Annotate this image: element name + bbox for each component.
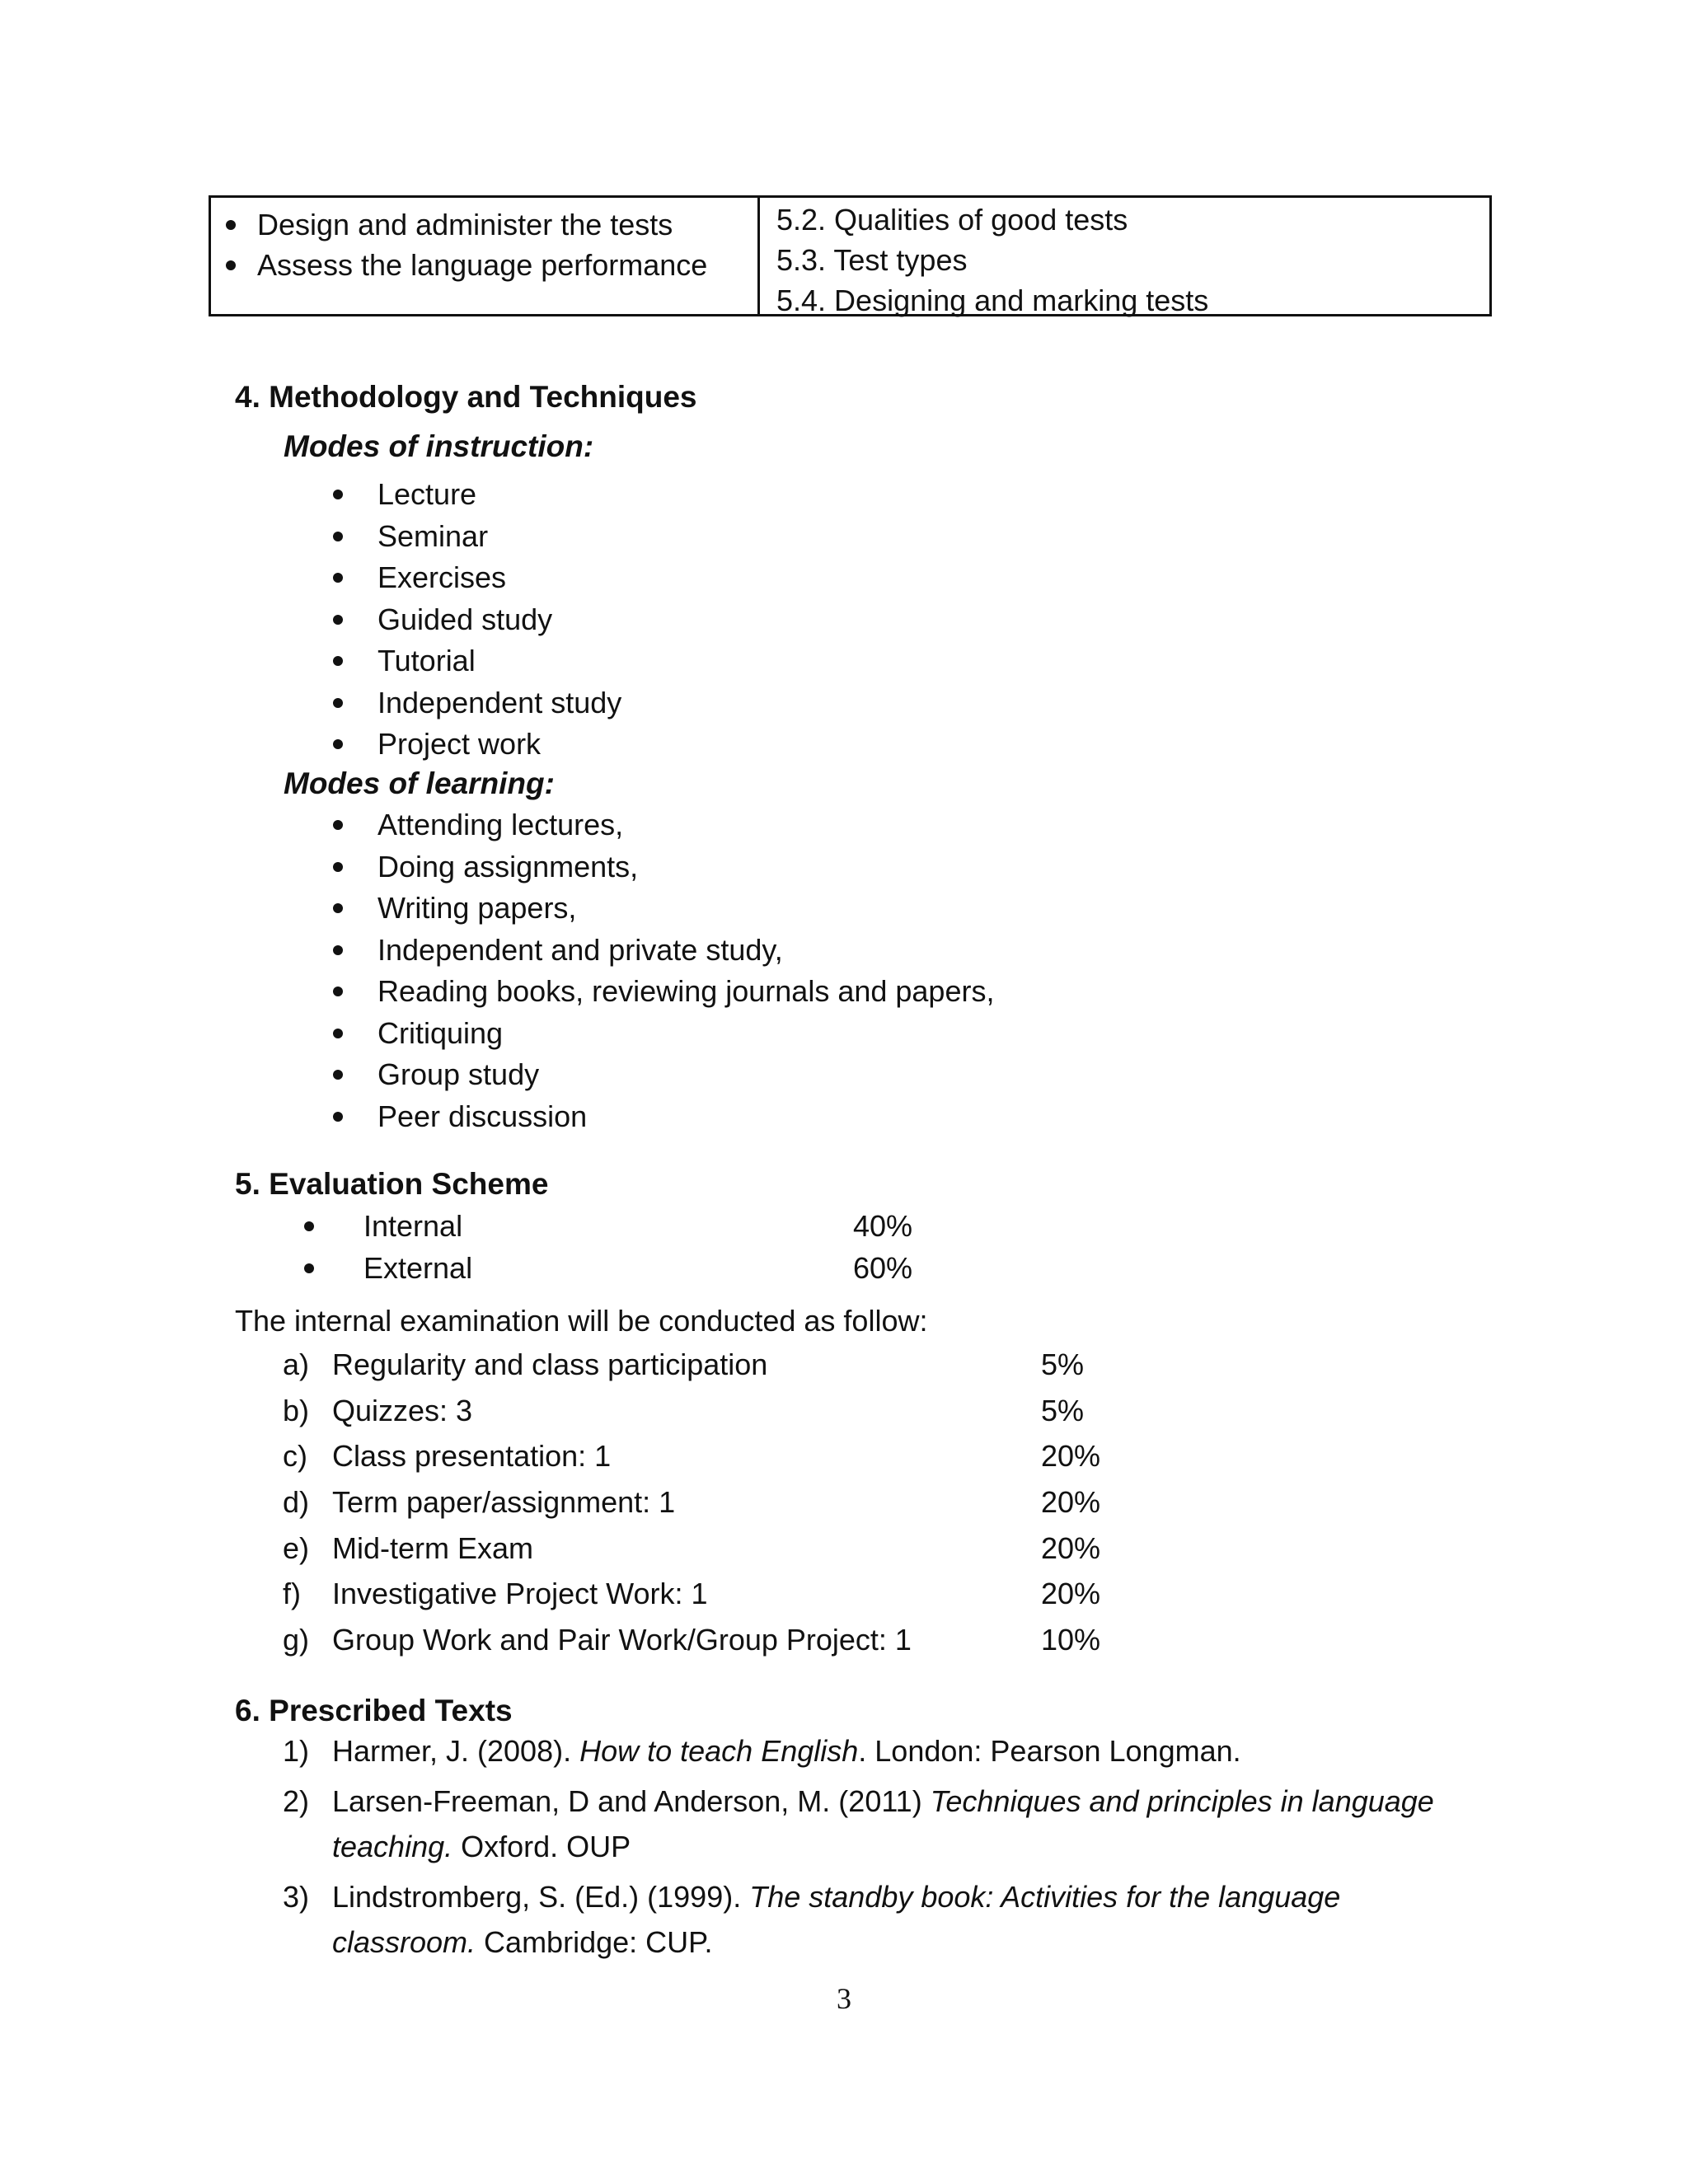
bullet-icon: [333, 1070, 343, 1080]
list-item: Tutorial: [0, 640, 621, 682]
reference-item: 2) Larsen-Freeman, D and Anderson, M. (2011) Techniques and principles in language teaching. Oxford. OUP: [283, 1784, 1434, 1863]
list-item: Peer discussion: [0, 1096, 994, 1138]
bullet-icon: [333, 532, 343, 541]
bullet-icon: [333, 1112, 343, 1122]
list-item: Critiquing: [0, 1013, 994, 1055]
list-item: Doing assignments,: [0, 846, 994, 888]
list-item: e) Mid-term Exam 20%: [283, 1530, 1101, 1565]
list-item: Exercises: [0, 557, 621, 599]
table-topic-line: 5.3. Test types: [776, 243, 968, 277]
internal-exam-intro: The internal examination will be conducted as follow:: [235, 1304, 928, 1338]
bullet-icon: [226, 260, 236, 270]
list-item: b) Quizzes: 3 5%: [283, 1393, 1085, 1427]
list-item: Independent study: [0, 682, 621, 724]
instruction-modes-list: [333, 474, 621, 766]
book-title: The standby book: Activities for the language classroom.: [332, 1880, 1341, 1959]
subheading-modes-of-instruction: Modes of instruction:: [284, 429, 594, 463]
list-item: f) Investigative Project Work: 1 20%: [283, 1577, 1101, 1611]
table-topic-line: 5.2. Qualities of good tests: [776, 203, 1128, 237]
evaluation-scheme-list: [235, 1205, 912, 1289]
list-item: g) Group Work and Pair Work/Group Project: 1 10%: [283, 1622, 1101, 1657]
list-item: Seminar: [0, 516, 621, 558]
topics-table: [209, 195, 1492, 316]
list-item: Internal 40%: [235, 1205, 912, 1247]
learning-modes-list: [333, 804, 994, 1137]
bullet-icon: [333, 615, 343, 625]
internal-exam-breakdown: [283, 1342, 1100, 1663]
reference-item: 3) Lindstromberg, S. (Ed.) (1999). The standby book: Activities for the language classroom. Cambridge: CUP.: [283, 1880, 1341, 1959]
bullet-icon: [333, 490, 343, 499]
subheading-modes-of-learning: Modes of learning:: [284, 766, 555, 800]
page-number: 3: [837, 1982, 851, 2015]
bullet-icon: [304, 1263, 314, 1273]
table-list-item: Assess the language performance: [211, 245, 757, 285]
bullet-icon: [333, 656, 343, 666]
list-item: External 60%: [235, 1247, 912, 1289]
list-item: Group study: [0, 1054, 994, 1096]
list-item: c) Class presentation: 1 20%: [283, 1439, 1101, 1474]
list-item: Guided study: [0, 599, 621, 641]
list-item: a) Regularity and class participation 5%: [283, 1347, 1085, 1381]
bullet-icon: [333, 820, 343, 830]
reference-item: 1) Harmer, J. (2008). How to teach English. London: Pearson Longman.: [283, 1734, 1241, 1768]
list-item: d) Term paper/assignment: 1 20%: [283, 1484, 1101, 1519]
table-left-cell: [211, 198, 760, 314]
prescribed-texts-list: [283, 1728, 1470, 1965]
book-title: How to teach English: [579, 1734, 859, 1768]
bullet-icon: [333, 945, 343, 955]
table-topic-line: 5.4. Designing and marking tests: [776, 284, 1209, 317]
bullet-icon: [333, 573, 343, 583]
list-item: Project work: [0, 724, 621, 766]
book-title: Techniques and principles in language teaching.: [332, 1784, 1434, 1863]
section-heading-prescribed-texts: 6. Prescribed Texts: [235, 1694, 513, 1727]
list-item: Reading books, reviewing journals and papers,: [0, 971, 994, 1013]
bullet-icon: [304, 1221, 314, 1231]
bullet-icon: [333, 1029, 343, 1038]
list-item: Writing papers,: [0, 888, 994, 930]
bullet-icon: [333, 698, 343, 708]
bullet-icon: [333, 739, 343, 749]
list-item: Lecture: [0, 474, 621, 516]
list-item: Attending lectures,: [0, 804, 994, 846]
section-heading-evaluation: 5. Evaluation Scheme: [235, 1167, 549, 1201]
section-heading-methodology: 4. Methodology and Techniques: [235, 380, 697, 414]
list-item: Independent and private study,: [0, 930, 994, 972]
table-right-cell: [760, 198, 1489, 317]
table-list-item: Design and administer the tests: [211, 204, 757, 245]
bullet-icon: [333, 987, 343, 996]
bullet-icon: [333, 862, 343, 872]
bullet-icon: [226, 220, 236, 230]
bullet-icon: [333, 903, 343, 913]
